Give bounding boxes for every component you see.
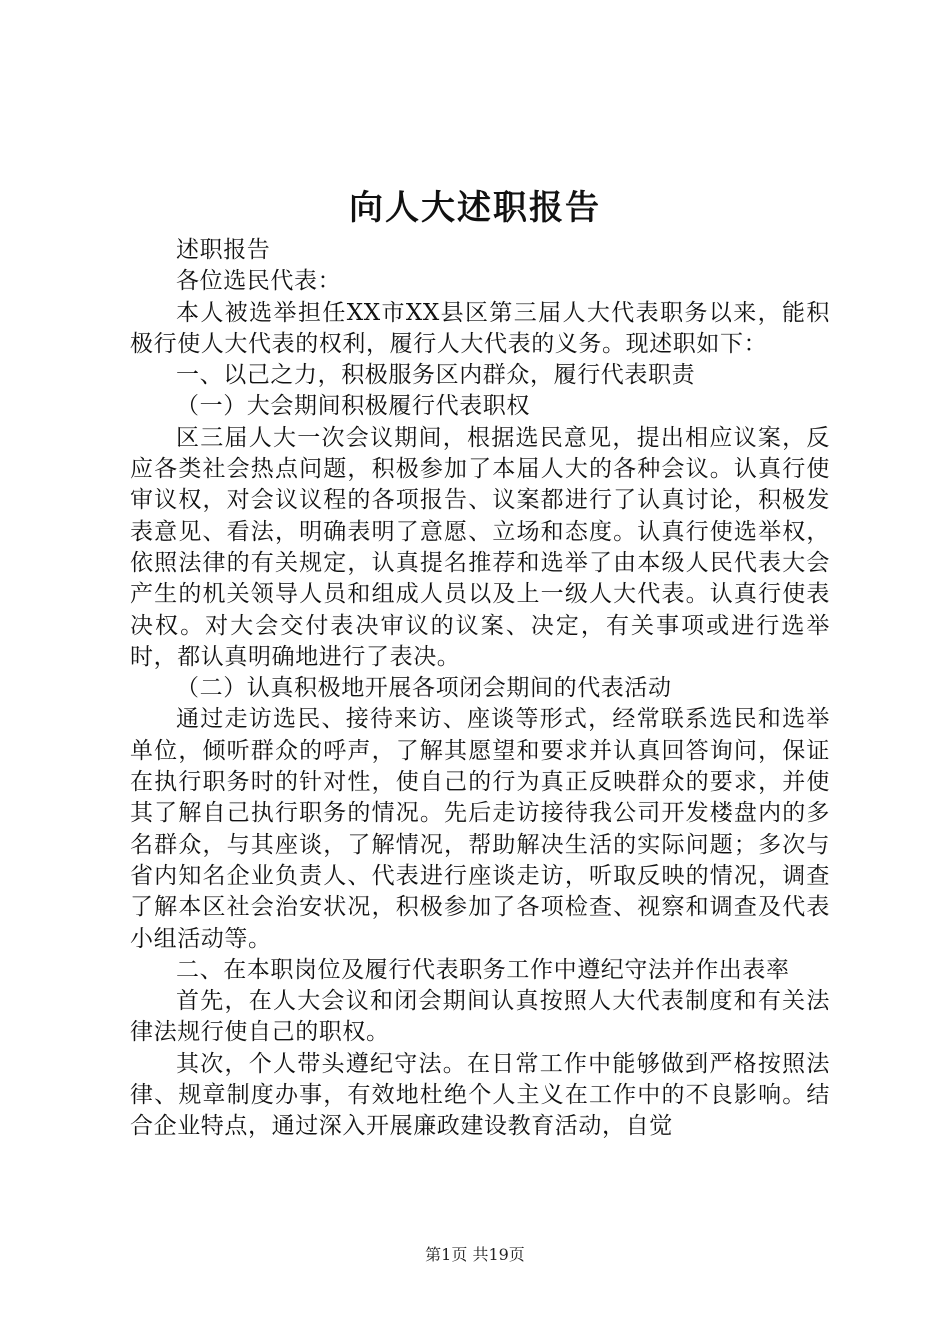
paragraph-second-point: 其次，个人带头遵纪守法。在日常工作中能够做到严格按照法律、规章制度办事，有效地杜绝个人主义在工作中的不良影响。结合企业特点，通过深入开展廉政建设教育活动，自觉	[130, 1050, 830, 1140]
subsection-heading-1-2: （二）认真积极地开展各项闭会期间的代表活动	[176, 675, 672, 702]
paragraph-report-heading: 述职报告	[176, 237, 271, 263]
subsection-heading-1-1: （一）大会期间积极履行代表职权	[176, 393, 530, 420]
section-heading-1: 一、以己之力，积极服务区内群众，履行代表职责	[176, 362, 696, 389]
paragraph-session-duties: 区三届人大一次会议期间，根据选民意见，提出相应议案，反应各类社会热点问题，积极参加了本届人大的各种会议。认真行使审议权，对会议议程的各项报告、议案都进行了认真讨论，积极发表意见、看法，明确表明了意愿、立场和态度。认真行使选举权，依照法律的有关规定，认真提名推荐和选举了由本级人民代表大会产生的机关领导人员和组成人员以及上一级人大代表。认真行使表决权。对大会交付表决审议的议案、决定，有关事项或进行选举时，都认真明确地进行了表决。	[130, 424, 830, 670]
document-body	[130, 235, 830, 1143]
paragraph-first-point: 首先，在人大会议和闭会期间认真按照人大代表制度和有关法律法规行使自己的职权。	[130, 988, 830, 1046]
paragraph-introduction: 本人被选举担任XX市XX县区第三届人大代表职务以来，能积极行使人大代表的权利，履行人大代表的义务。现述职如下：	[130, 299, 830, 357]
page-number-footer: 第1页 共19页	[425, 1245, 525, 1264]
document-title: 向人大述职报告	[349, 188, 601, 228]
paragraph-salutation: 各位选民代表：	[176, 268, 342, 295]
section-heading-2: 二、在本职岗位及履行代表职务工作中遵纪守法并作出表率	[176, 956, 790, 983]
paragraph-recess-activities: 通过走访选民、接待来访、座谈等形式，经常联系选民和选举单位，倾听群众的呼声，了解其愿望和要求并认真回答询问，保证在执行职务时的针对性，使自己的行为真正反映群众的要求，并使其了解自己执行职务的情况。先后走访接待我公司开发楼盘内的多名群众，与其座谈，了解情况，帮助解决生活的实际问题；多次与省内知名企业负责人、代表进行座谈走访，听取反映的情况，调查了解本区社会治安状况，积极参加了各项检查、视察和调查及代表小组活动等。	[130, 706, 830, 952]
